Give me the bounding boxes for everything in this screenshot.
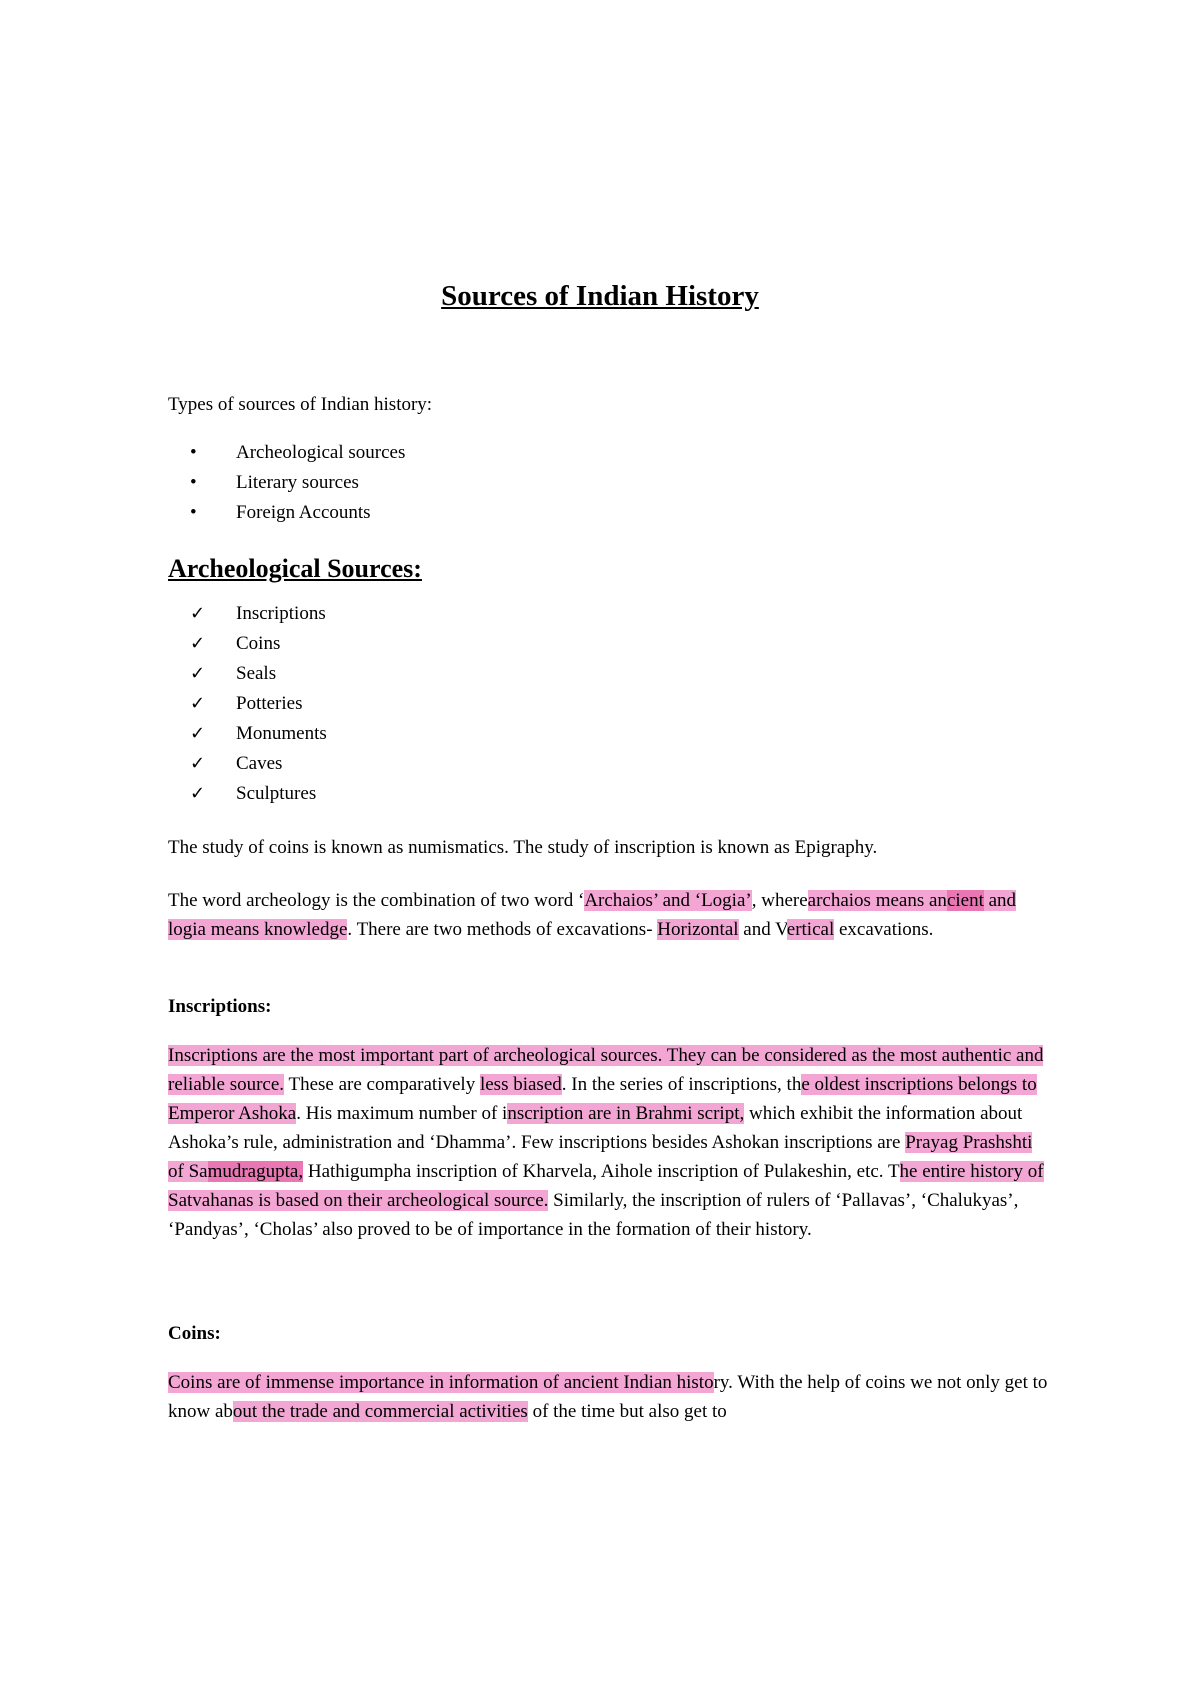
archeology-paragraph	[168, 886, 1048, 944]
highlight: Horizontal	[657, 919, 739, 940]
inscriptions-paragraph	[168, 1041, 1048, 1244]
text-run: excavations.	[834, 919, 934, 940]
list-item: ✓ Potteries	[168, 692, 327, 722]
highlight: e oldest inscriptions belongs to Emperor Ashoka	[168, 1074, 1037, 1124]
highlight: he entire history of Satvahanas is based on their archeological source.	[168, 1161, 1044, 1211]
highlight: Archaios’ and ‘Logia’	[584, 890, 752, 911]
text-run: Similarly, the inscription of rulers of ‘Pallavas’, ‘Chalukyas’, ‘Pandyas’, ‘Cholas’ also proved to be of importance in the formation of their history.	[168, 1190, 1019, 1240]
highlight: Prayag Prashshti of Sa	[168, 1132, 1033, 1182]
list-item: • Literary sources	[168, 471, 405, 501]
coins-heading: Coins:	[168, 1323, 221, 1344]
highlight: Coins are of immense importance in information of ancient Indian histo	[168, 1372, 714, 1393]
highlight: Inscriptions are the most important part of archeological sources. They can be considered as the most authentic and reliable source.	[168, 1045, 1044, 1095]
highlight: cient	[946, 890, 984, 911]
list-item: ✓ Monuments	[168, 722, 327, 752]
text-run: These are comparatively	[284, 1074, 480, 1095]
text-run: and V	[738, 919, 787, 940]
text-run: Hathigumpha inscription of Kharvela, Aihole inscription of Pulakeshin, etc. T	[303, 1161, 900, 1182]
text-run: The word archeology is the combination of two word ‘	[168, 890, 585, 911]
highlight: mudragupta,	[207, 1161, 304, 1182]
text-run: ry. With the help of coins we not only get to know ab	[168, 1372, 1048, 1422]
list-item: • Archeological sources	[168, 441, 405, 471]
highlight: nscription are in Brahmi script,	[507, 1103, 745, 1124]
text-run: , where	[751, 890, 808, 911]
text-run: . His maximum number of i	[296, 1103, 508, 1124]
highlight: out the trade and commercial activities	[232, 1401, 528, 1422]
highlight: and logia means knowledge	[168, 890, 1017, 940]
text-run: . In the series of inscriptions, th	[561, 1074, 802, 1095]
list-item: ✓ Sculptures	[168, 782, 327, 812]
source-types-list	[168, 441, 405, 531]
archeological-checklist	[168, 602, 327, 812]
page-title: Sources of Indian History	[441, 280, 759, 312]
list-item: ✓ Caves	[168, 752, 327, 782]
inscriptions-heading: Inscriptions:	[168, 996, 272, 1017]
list-item: • Foreign Accounts	[168, 501, 405, 531]
list-item: ✓ Coins	[168, 632, 327, 662]
list-item: ✓ Inscriptions	[168, 602, 327, 632]
list-item: ✓ Seals	[168, 662, 327, 692]
highlight: archaios means an	[807, 890, 947, 911]
study-line: The study of coins is known as numismatics. The study of inscription is known as Epigraphy.	[168, 837, 878, 858]
highlight: ertical	[786, 919, 835, 940]
coins-paragraph	[168, 1368, 1048, 1426]
text-run: . There are two methods of excavations-	[347, 919, 658, 940]
intro-text: Types of sources of Indian history:	[168, 394, 433, 415]
text-run: which exhibit the information about Ashoka’s rule, administration and ‘Dhamma’. Few inscriptions besides Ashokan inscriptions are	[168, 1103, 1023, 1153]
highlight: less biased	[479, 1074, 562, 1095]
text-run: of the time but also get to	[527, 1401, 727, 1422]
archeological-heading: Archeological Sources:	[168, 554, 422, 583]
